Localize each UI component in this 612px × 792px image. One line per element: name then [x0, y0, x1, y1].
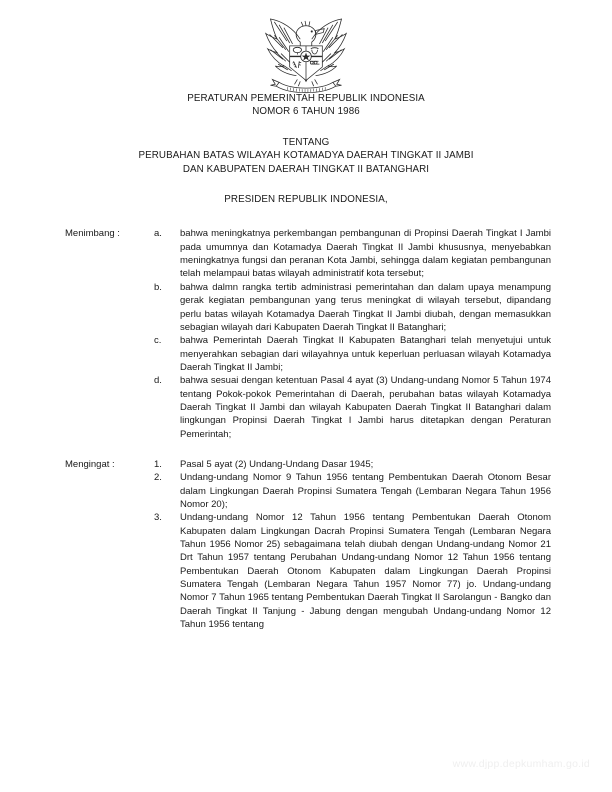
- subject-line1: PERUBAHAN BATAS WILAYAH KOTAMADYA DAERAH TINGKAT II JAMBI: [138, 150, 474, 162]
- site-watermark: www.djpp.depkumham.go.id: [452, 758, 590, 770]
- clause-item: [65, 334, 551, 374]
- emblem-container: [0, 0, 612, 92]
- document-header: [0, 92, 612, 119]
- clause-marker: c.: [154, 335, 162, 347]
- recalling-section: [61, 458, 551, 631]
- recalling-label: Mengingat :: [65, 458, 115, 470]
- clause-item: [65, 511, 551, 631]
- clause-marker: 2.: [154, 472, 162, 484]
- clause-item: [65, 458, 551, 471]
- clause-item: [65, 227, 551, 280]
- clause-marker: 3.: [154, 512, 162, 524]
- clause-text: Undang-undang Nomor 12 Tahun 1956 tentang Pembentukan Daerah Otonom Kabupaten dalam Lingkungan Dacrah Propinsi Sumatera Tengah (Lembaran Negara Tahun 1956 Nomor 25) sebagaimana telah diubah dengan Undang-undang Nomor 21 Drt Tahun 1957 tentang Perubahan Undang-undang Nomor 12 Tahun 1956 tentang Pembentukan Daerah Otonom Kabupaten dalam Lingkungan Daerah Propinsi Sumatera Tengah (Lembaran Negara Tahun 1957 Nomor 77) jo. Undang-undang Nomor 7 Tahun 1965 tentang Pembentukan Daerah Tingkat II Sarolangun - Bangko dan Daerah Tingkat II Tanjung - Jabung dengan mengubah Undang-undang Nomor 12 Tahun 1956 tentang: [180, 512, 551, 631]
- clause-marker: a.: [154, 228, 162, 240]
- considering-section: [61, 227, 551, 441]
- authority-header: [0, 193, 612, 206]
- clause-text: bahwa sesuai dengan ketentuan Pasal 4 ayat (3) Undang-undang Nomor 5 Tahun 1974 tentang Pokok-pokok Pemerintahan di Daerah, perubahan batas wilayah Kotamadya Daerah Tingkat II Jambi dan wilayah Kabupaten Daerah Tingkat II Batanghari dalam lingkungan Propinsi Daerah Tingkat I Jambi harus ditetapkan dengan Peraturan Pemerintah;: [180, 375, 551, 440]
- considering-label: Menimbang :: [65, 228, 120, 240]
- clause-text: Undang-undang Nomor 9 Tahun 1956 tentang Pembentukan Daerah Otonom Besar dalam Lingkungan Daerah Propinsi Sumatera Tengah (Lembaran Negara Tahun 1956 Nomor 20);: [180, 472, 551, 510]
- clause-marker: 1.: [154, 458, 162, 470]
- clause-marker: b.: [154, 281, 162, 293]
- clause-item: [65, 281, 551, 334]
- clause-item: [65, 471, 551, 511]
- clause-marker: d.: [154, 375, 162, 387]
- subject-line2: DAN KABUPATEN DAERAH TINGKAT II BATANGHARI: [182, 163, 430, 175]
- issuing-authority: PRESIDEN REPUBLIK INDONESIA,: [224, 194, 388, 206]
- clause-text: Pasal 5 ayat (2) Undang-Undang Dasar 1945;: [180, 458, 374, 470]
- clause-text: bahwa dalmn rangka tertib administrasi pemerintahan dan dalam upaya menampung gerak kegiatan pembangunan yang terus meningkat di wilayah tersebut, dipandang perlu batas wilayah Kotamadya Daerah Tingkat II Jambi diubah, dengan memasukkan sebagian wilayah dari Kabupaten Daerah Tingkat II Batanghari;: [180, 281, 551, 333]
- about-header: [0, 136, 612, 176]
- regulation-number: NOMOR 6 TAHUN 1986: [252, 106, 360, 118]
- clause-text: bahwa Pemerintah Daerah Tingkat II Kabupaten Batanghari telah menyetujui untuk menyerahkan sebagian dari wilayahnya untuk keperluan perluasan wilayah Kotamadya Daerah Tingkat II Jambi;: [180, 335, 551, 373]
- clause-text: bahwa meningkatnya perkembangan pembangunan di Propinsi Daerah Tingkat I Jambi pada umumnya dan Kotamadya Daerah Tingkat II Jambi khususnya, menyebabkan meningkatnya fungsi dan peranan Kota Jambi, sehingga dalam kegiatan pembangunan telah melampaui batas wilayah administratif kota tersebut;: [180, 228, 551, 280]
- garuda-pancasila-emblem: [258, 14, 354, 96]
- tentang-label: TENTANG: [282, 136, 330, 148]
- regulation-title-line1: PERATURAN PEMERINTAH REPUBLIK INDONESIA: [187, 93, 425, 104]
- clause-item: [65, 374, 551, 441]
